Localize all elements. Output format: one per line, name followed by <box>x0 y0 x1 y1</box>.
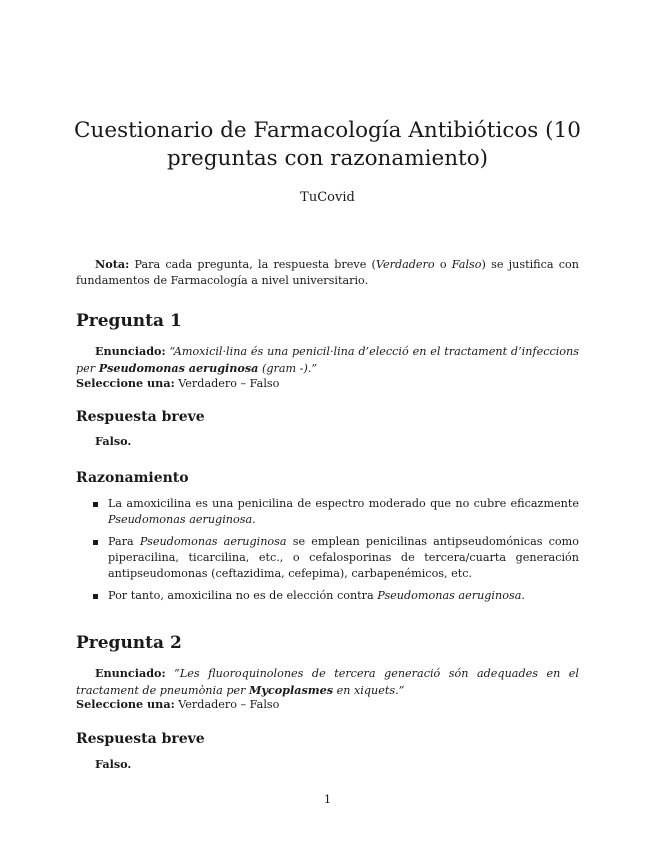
reasoning-item: La amoxicilina es una penicilina de espectro moderado que no cubre eficazmente Pseudomonas aeruginosa. <box>90 496 579 528</box>
document-author: TuCovid <box>300 190 355 205</box>
statement-text-2: en xiquets.” <box>333 684 405 697</box>
question-1-short-answer: Falso. <box>95 434 132 448</box>
question-1-short-heading: Respuesta breve <box>76 409 205 425</box>
statement-text-2: (gram -).” <box>258 362 318 375</box>
note-text-2: ) se justifica con fundamentos de Farmacología a nivel universitario. <box>76 258 579 287</box>
note-text-1: Para cada pregunta, la respuesta breve ( <box>129 258 376 271</box>
bullet-icon <box>93 540 98 545</box>
note-verdadero: Verdadero <box>375 258 435 271</box>
statement-organism: Mycoplasmes <box>249 683 334 697</box>
select-label: Seleccione una: <box>76 697 175 711</box>
statement-text-1: “Amoxicil·lina és una penicil·lina d’elecció en el tractament d’infeccions per <box>76 345 579 375</box>
question-2-short-answer: Falso. <box>95 757 132 771</box>
note-label: Nota: <box>95 257 130 271</box>
note-paragraph <box>76 256 579 289</box>
reasoning-item: Por tanto, amoxicilina no es de elección contra Pseudomonas aeruginosa. <box>90 588 579 604</box>
question-2-heading: Pregunta 2 <box>76 633 182 653</box>
bullet-icon <box>93 594 98 599</box>
question-1-reasoning-list <box>90 496 579 610</box>
statement-label: Enunciado: <box>95 344 166 358</box>
question-2-statement <box>76 665 579 699</box>
select-options: Verdadero – Falso <box>174 698 280 711</box>
bullet-icon <box>93 502 98 507</box>
statement-label: Enunciado: <box>95 666 166 680</box>
note-o: o <box>434 258 452 271</box>
statement-organism: Pseudomonas aeruginosa <box>98 361 259 375</box>
question-1-statement <box>76 343 579 377</box>
question-1-reasoning-heading: Razonamiento <box>76 470 189 486</box>
question-2-short-heading: Respuesta breve <box>76 731 205 747</box>
note-falso: Falso <box>451 258 482 271</box>
select-label: Seleccione una: <box>76 376 175 390</box>
question-1-heading: Pregunta 1 <box>76 311 182 331</box>
page-number: 1 <box>323 792 332 806</box>
question-2-select <box>76 696 579 713</box>
reasoning-item: Para Pseudomonas aeruginosa se emplean penicilinas antipseudomónicas como piperacilina, ticarcilina, etc., o cefalosporinas de tercera/cuarta generación antipseudomonas (ceftazidima, cefepima), carbapenémicos, etc. <box>90 534 579 582</box>
statement-text-1: “Les fluoroquinolones de tercera generació són adequades en el tractament de pneumònia per <box>76 667 579 697</box>
question-1-select <box>76 375 579 392</box>
select-options: Verdadero – Falso <box>174 377 280 390</box>
document-title: Cuestionario de Farmacología Antibióticos (10 preguntas con razonamiento) <box>74 118 581 171</box>
